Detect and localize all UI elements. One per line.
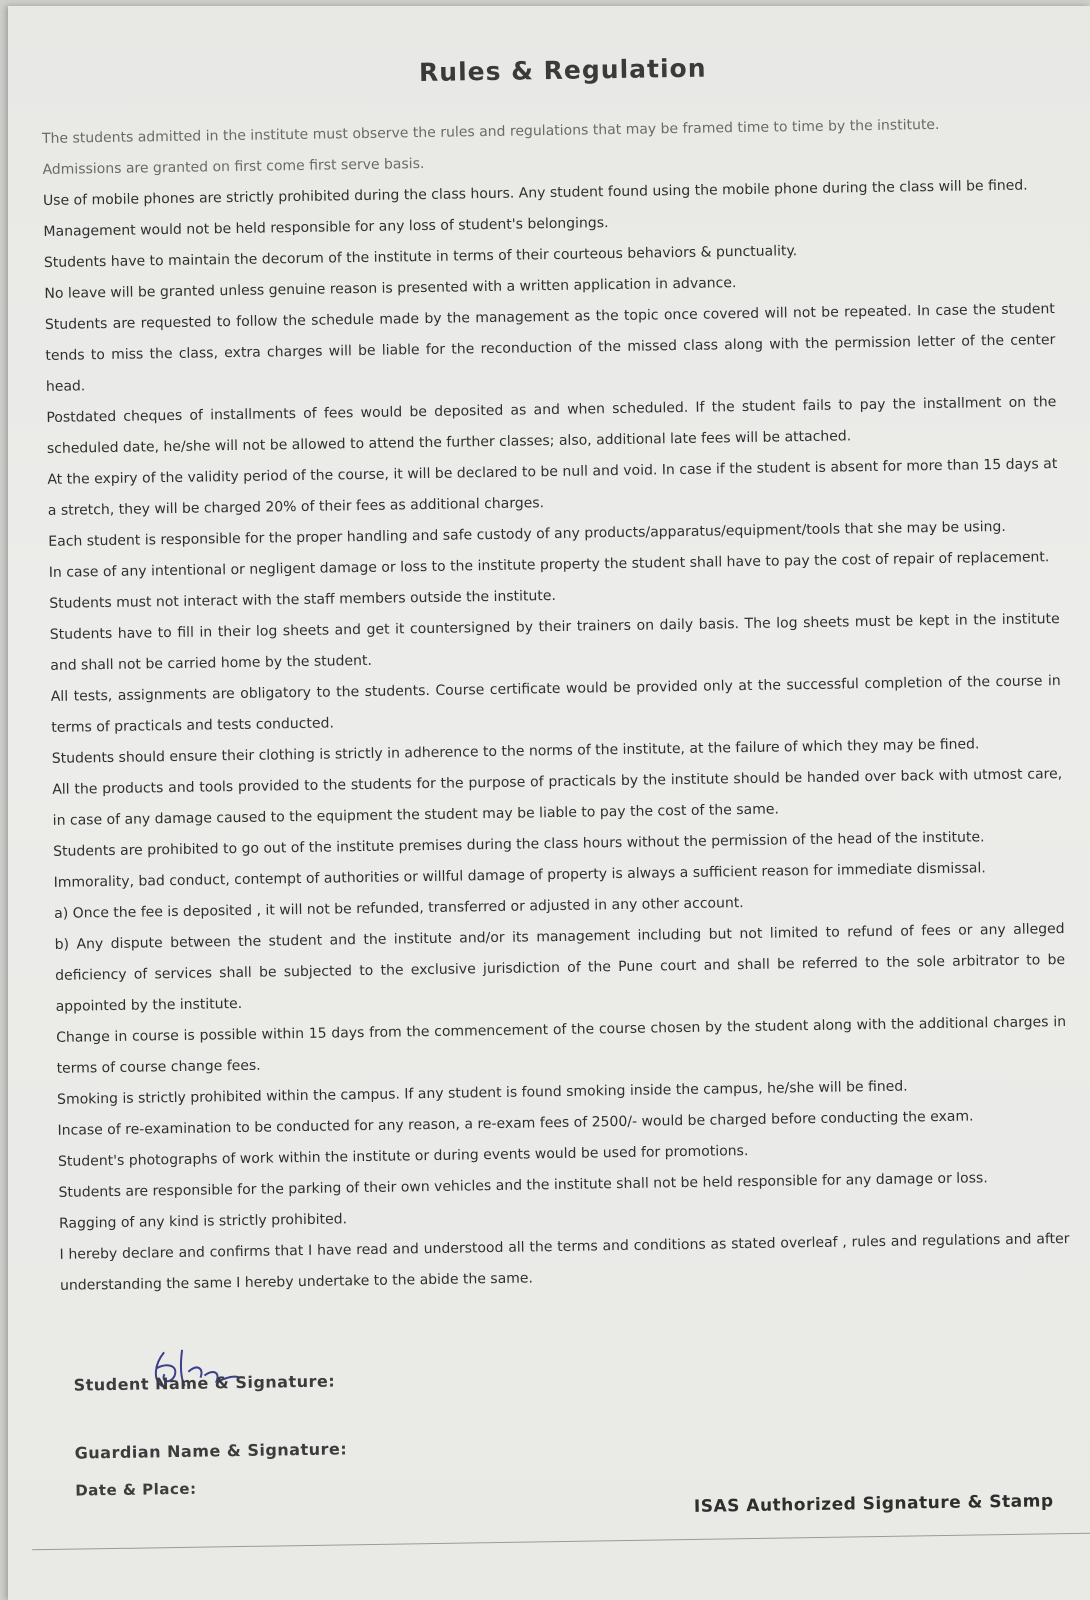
authorized-stamp-label: ISAS Authorized Signature & Stamp [693, 1491, 1054, 1517]
rule-item: All tests, assignments are obligatory to the students. Course certificate would be provided only at the successful completion of the course in terms of practicals and tests conducted. [50, 673, 1061, 736]
document-page [8, 6, 1090, 1600]
rule-item: Students should ensure their clothing is strictly in adherence to the norms of the institute, at the failure of which they may be fined. [51, 736, 980, 767]
rule-item: Students must not interact with the staff members outside the institute. [49, 587, 556, 612]
declaration-text: I hereby declare and confirms that I have read and understood all the terms and conditions as stated overleaf , rules and regulations and after understanding the same I hereby undertake to the abide the same. [59, 1230, 1070, 1294]
rule-item: The students admitted in the institute must observe the rules and regulations that may be framed time to time by the institute. [41, 116, 940, 147]
guardian-signature-label: Guardian Name & Signature: [74, 1439, 348, 1463]
rule-item: Students have to maintain the decorum of the institute in terms of their courteous behaviors & punctuality. [43, 243, 798, 271]
rule-item: Each student is responsible for the proper handling and safe custody of any products/apparatus/equipment/tools that she may be using. [48, 518, 1006, 550]
rule-item: In case of any intentional or negligent damage or loss to the institute property the student shall have to pay the cost of repair of replacement. [48, 549, 1050, 581]
rule-item: No leave will be granted unless genuine reason is presented with a written application in advance. [44, 275, 737, 302]
rule-item: Admissions are granted on first come first serve basis. [42, 155, 425, 178]
rule-item: b) Any dispute between the student and the institute and/or its management including but not limited to refund of fees or any alleged deficiency of services shall be subjected to the exclusive jurisdiction of the Pune court and shall be referred to the sole arbitrator to be appointed by the institute. [54, 921, 1066, 1015]
rule-item: Use of mobile phones are strictly prohibited during the class hours. Any student found using the mobile phone during the class will be fined. [42, 177, 1028, 209]
page-divider [32, 1532, 1090, 1550]
rule-item: Management would not be held responsible for any loss of student's belongings. [43, 215, 609, 240]
date-place-label: Date & Place: [75, 1479, 197, 1500]
rule-item: Student's photographs of work within the institute or during events would be used for promotions. [57, 1143, 749, 1170]
rule-item: a) Once the fee is deposited , it will not be refunded, transferred or adjusted in any other account. [54, 895, 744, 922]
rule-item: Students are responsible for the parking of their own vehicles and the institute shall not be held responsible for any damage or loss. [58, 1170, 988, 1201]
student-signature-label: Student Name & Signature: [73, 1371, 336, 1395]
page-title: Rules & Regulation [418, 53, 707, 88]
rule-item: Change in course is possible within 15 days from the commencement of the course chosen by the student along with the additional charges in terms of course change fees. [56, 1014, 1067, 1077]
rule-item: Students have to fill in their log sheets and get it countersigned by their trainers on daily basis. The log sheets must be kept in the institute and shall not be carried home by the student. [49, 611, 1060, 674]
rule-item: Immorality, bad conduct, contempt of authorities or willful damage of property is always a sufficient reason for immediate dismissal. [53, 860, 986, 891]
rule-item: Students are requested to follow the schedule made by the management as the topic once covered will not be repeated. In case the student tends to miss the class, extra charges will be liable for the reconduction of the missed class along with the permission letter of the center head. [44, 301, 1056, 395]
rule-item: All the products and tools provided to the students for the purpose of practicals by the institute should be handed over back with utmost care, in case of any damage caused to the equipment the student may be liable to pay the cost of the same. [52, 766, 1063, 829]
rule-item: At the expiry of the validity period of the course, it will be declared to be null and void. In case if the student is absent for more than 15 days at a stretch, they will be charged 20% of their fees as additional charges. [47, 456, 1058, 519]
document-sheet [8, 6, 1090, 1600]
rule-item: Incase of re-examination to be conducted for any reason, a re-exam fees of 2500/- would be charged before conducting the exam. [57, 1108, 974, 1139]
rule-item: Ragging of any kind is strictly prohibited. [58, 1211, 348, 1232]
rule-item: Students are prohibited to go out of the institute premises during the class hours without the permission of the head of the institute. [53, 829, 985, 860]
rules-list [42, 108, 1070, 1302]
rule-item: Postdated cheques of installments of fees would be deposited as and when scheduled. If the student fails to pay the installment on the scheduled date, he/she will not be allowed to attend the further classes; also, additional late fees will be attached. [46, 394, 1057, 457]
rule-item: Smoking is strictly prohibited within the campus. If any student is found smoking inside the campus, he/she will be fined. [56, 1078, 908, 1108]
